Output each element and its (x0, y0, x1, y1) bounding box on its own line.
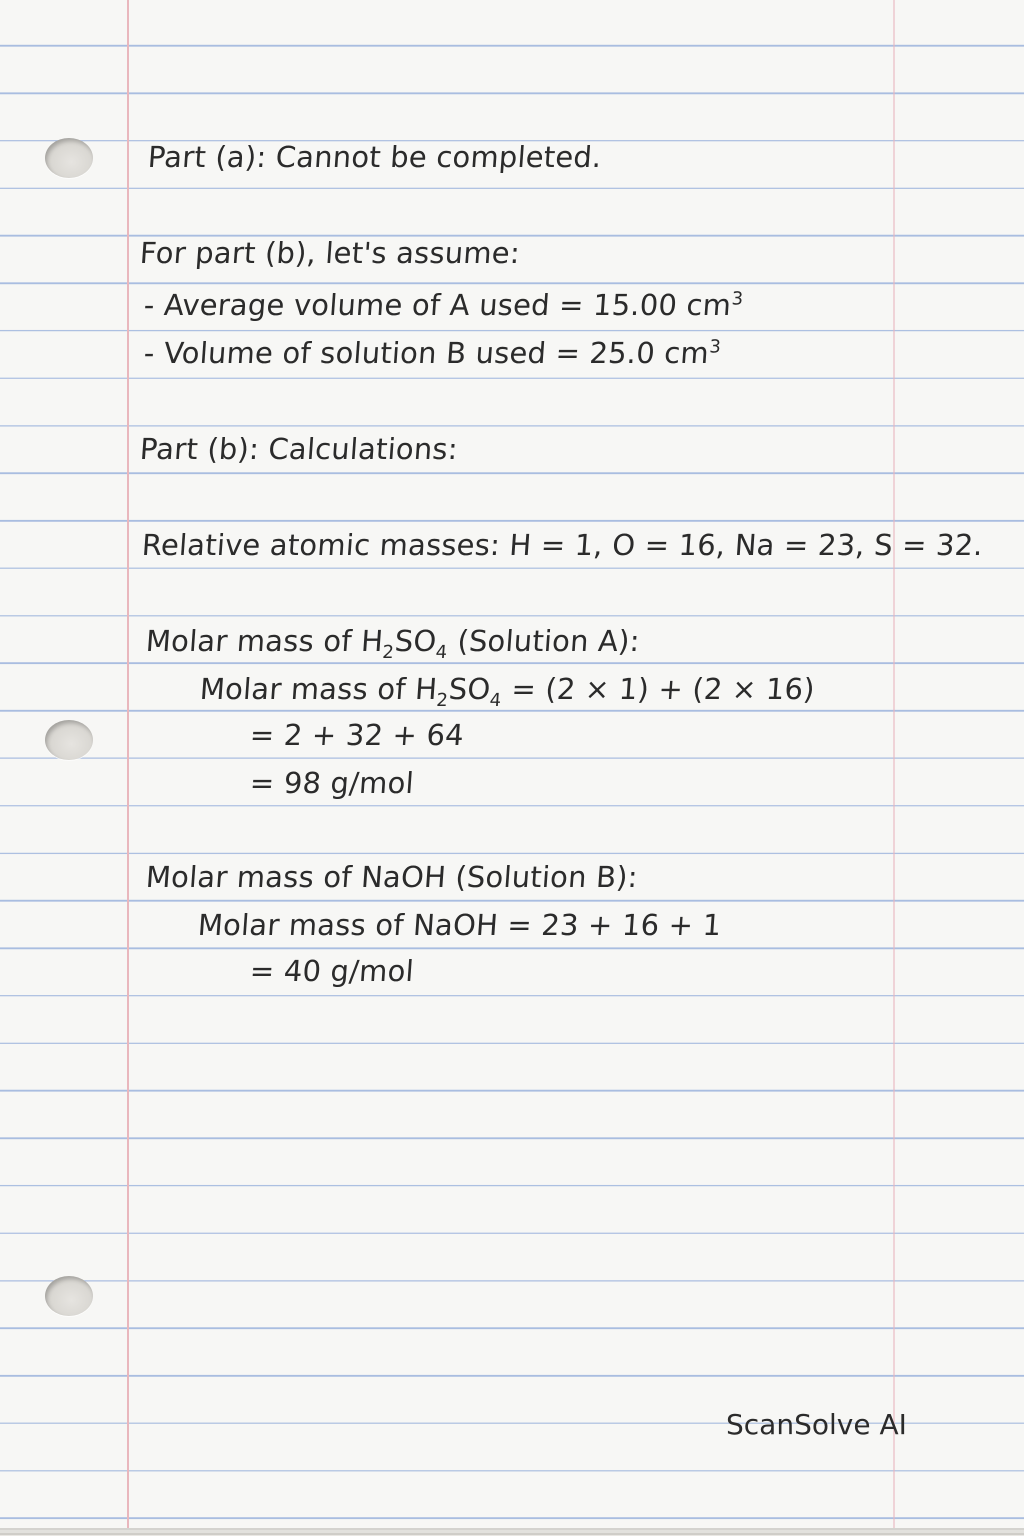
h2so4-equation-2: = 2 + 32 + 64 (248, 718, 466, 752)
subscript: 4 (488, 689, 503, 711)
assume-volume-a-line (143, 288, 744, 322)
cubed-superscript: 3 (730, 288, 744, 310)
formula-part: Molar mass of H (144, 624, 385, 658)
h2so4-equation-1 (198, 672, 816, 711)
part-a-line: Part (a): Cannot be completed. (146, 140, 603, 174)
formula-part: SO (393, 624, 438, 658)
naoh-heading: Molar mass of NaOH (Solution B): (144, 860, 639, 894)
subscript: 2 (381, 641, 395, 663)
assume-volume-a-text: - Average volume of A used = 15.00 cm (142, 288, 733, 322)
h2so4-equation-3: = 98 g/mol (248, 766, 416, 800)
formula-part: = (2 × 1) + (2 × 16) (500, 672, 816, 706)
part-b-heading: Part (b): Calculations: (138, 432, 459, 466)
brand-label: ScanSolve AI (726, 1408, 907, 1441)
naoh-equation-1: Molar mass of NaOH = 23 + 16 + 1 (196, 908, 723, 942)
punch-hole-top (45, 138, 93, 178)
cubed-superscript: 3 (708, 336, 722, 358)
formula-part: (Solution A): (446, 624, 641, 658)
assume-volume-b-line (143, 336, 722, 370)
subscript: 4 (434, 641, 449, 663)
punch-hole-middle (45, 720, 93, 760)
formula-part: SO (447, 672, 492, 706)
assume-intro-line: For part (b), let's assume: (138, 236, 522, 270)
assume-volume-b-text: - Volume of solution B used = 25.0 cm (142, 336, 711, 370)
formula-part: Molar mass of H (198, 672, 439, 706)
right-margin-line (893, 0, 895, 1528)
h2so4-heading (144, 624, 641, 663)
subscript: 2 (435, 689, 449, 711)
left-margin-line (127, 0, 129, 1528)
punch-hole-bottom (45, 1276, 93, 1316)
relative-atomic-masses-line: Relative atomic masses: H = 1, O = 16, Na = 23, S = 32. (140, 528, 985, 562)
naoh-equation-2: = 40 g/mol (248, 954, 416, 988)
